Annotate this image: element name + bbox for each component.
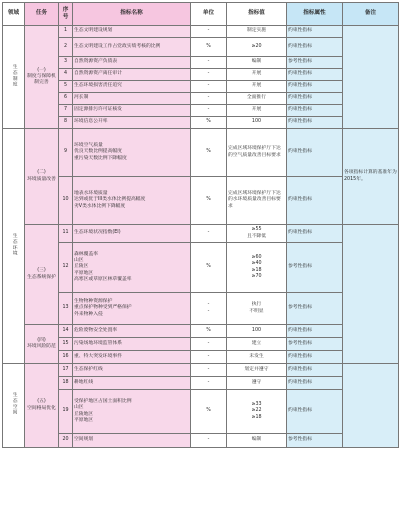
field-cell [3, 364, 25, 448]
unit-cell: - - [191, 293, 227, 325]
name-cell: 危险废物安全处置率 [73, 325, 191, 338]
header-no: 序号 [59, 3, 73, 26]
table-row [3, 69, 399, 81]
name-cell: 地表水环境质量 达到或优于III类水体比例提高幅度 劣V类水体比例下降幅度 [73, 177, 191, 225]
no-cell: 4 [59, 69, 73, 81]
unit-cell: - [191, 364, 227, 377]
name-cell: 污染场地环境监管体系 [73, 338, 191, 351]
unit-cell: % [191, 243, 227, 293]
indicator-table [2, 2, 399, 448]
name-cell: 空间规划 [73, 434, 191, 448]
header-field: 领域 [3, 3, 25, 26]
name-cell: 耕地红线 [73, 377, 191, 390]
name-cell: 生态文明建设规划 [73, 26, 191, 38]
unit-cell: - [191, 338, 227, 351]
no-cell: 17 [59, 364, 73, 377]
attr-cell: 约束性指标 [287, 177, 343, 225]
table-row [3, 377, 399, 390]
value-cell: 建立 [227, 338, 287, 351]
attr-cell: 约束性指标 [287, 105, 343, 117]
name-cell: 生态文明建设工作占党政实绩考核的比例 [73, 38, 191, 57]
unit-cell: % [191, 390, 227, 434]
task-cell: (五) 空间格局优化 [25, 364, 59, 448]
field-cell [3, 129, 25, 364]
no-cell: 10 [59, 177, 73, 225]
no-cell: 5 [59, 81, 73, 93]
no-cell: 6 [59, 93, 73, 105]
attr-cell: 约束性指标 [287, 69, 343, 81]
attr-cell: 约束性指标 [287, 225, 343, 243]
name-cell: 生态环境状况指数(EI) [73, 225, 191, 243]
no-cell: 14 [59, 325, 73, 338]
attr-cell: 约束性指标 [287, 38, 343, 57]
note-cell [343, 364, 399, 448]
no-cell: 15 [59, 338, 73, 351]
table-row [3, 351, 399, 364]
no-cell: 16 [59, 351, 73, 364]
attr-cell: 参考性指标 [287, 293, 343, 325]
value-cell: 编制 [227, 434, 287, 448]
value-cell: 制定实施 [227, 26, 287, 38]
name-cell: 环境信息公开率 [73, 117, 191, 129]
name-cell: 森林覆盖率 山区 丘陵区 平原地区 高寒区或草原区林草覆盖率 [73, 243, 191, 293]
name-cell: 生态环境损害责任追究 [73, 81, 191, 93]
attr-cell: 约束性指标 [287, 364, 343, 377]
no-cell: 1 [59, 26, 73, 38]
field-label: 生态制度 [11, 63, 17, 87]
attr-cell: 约束性指标 [287, 93, 343, 105]
value-cell: 100 [227, 117, 287, 129]
header-attr: 指标属性 [287, 3, 343, 26]
value-cell: ≥55 且不降低 [227, 225, 287, 243]
no-cell: 11 [59, 225, 73, 243]
unit-cell: % [191, 325, 227, 338]
value-cell: 编制 [227, 57, 287, 69]
name-cell: 自然资源资产负债表 [73, 57, 191, 69]
value-cell: 开展 [227, 69, 287, 81]
unit-cell: - [191, 69, 227, 81]
value-cell: 遵守 [227, 377, 287, 390]
name-cell: 生态保护红线 [73, 364, 191, 377]
table-row [3, 293, 399, 325]
value-cell: 开展 [227, 105, 287, 117]
field-label: 生态环境 [11, 232, 17, 256]
unit-cell: - [191, 434, 227, 448]
table-row [3, 105, 399, 117]
unit-cell: - [191, 57, 227, 69]
unit-cell: % [191, 129, 227, 177]
table-row [3, 325, 399, 338]
unit-cell: - [191, 105, 227, 117]
table-row [3, 38, 399, 57]
value-cell: 执行 不明显 [227, 293, 287, 325]
no-cell: 3 [59, 57, 73, 69]
unit-cell: - [191, 225, 227, 243]
no-cell: 20 [59, 434, 73, 448]
header-note: 备注 [343, 3, 399, 26]
value-cell: 100 [227, 325, 287, 338]
attr-cell: 约束性指标 [287, 325, 343, 338]
name-cell: 固定源排污许可证核发 [73, 105, 191, 117]
note-cell [343, 225, 399, 364]
name-cell: 河长制 [73, 93, 191, 105]
value-cell: ≥60 ≥40 ≥18 ≥70 [227, 243, 287, 293]
name-cell: 重、特大突发环境事件 [73, 351, 191, 364]
no-cell: 7 [59, 105, 73, 117]
task-cell: (四) 环境风险防范 [25, 325, 59, 364]
name-cell: 生物物种资源保护 重点保护物种受到严格保护 外来物种入侵 [73, 293, 191, 325]
name-cell: 环境空气质量 优良天数比例提高幅度 重污染天数比例下降幅度 [73, 129, 191, 177]
table-row [3, 338, 399, 351]
header-name: 指标名称 [73, 3, 191, 26]
table-row [3, 243, 399, 293]
no-cell: 9 [59, 129, 73, 177]
attr-cell: 参考性指标 [287, 338, 343, 351]
unit-cell: - [191, 351, 227, 364]
value-cell: 完成区域环境保护厅下达的水环境质量改善目标要求 [227, 177, 287, 225]
unit-cell: - [191, 81, 227, 93]
unit-cell: - [191, 26, 227, 38]
value-cell: ≥20 [227, 38, 287, 57]
attr-cell: 约束性指标 [287, 351, 343, 364]
table-row [3, 390, 399, 434]
header-task: 任务 [25, 3, 59, 26]
value-cell: 全面推行 [227, 93, 287, 105]
attr-cell: 约束性指标 [287, 117, 343, 129]
unit-cell: - [191, 93, 227, 105]
field-label: 生态空间 [11, 392, 17, 416]
name-cell: 受保护地区占国土面积比例 山区 丘陵地区 平原地区 [73, 390, 191, 434]
value-cell: 未发生 [227, 351, 287, 364]
unit-cell: % [191, 177, 227, 225]
table-row [3, 26, 399, 38]
field-cell [3, 26, 25, 129]
table-row [3, 177, 399, 225]
table-row [3, 117, 399, 129]
header-unit: 单位 [191, 3, 227, 26]
task-cell: (一) 制度与保障机制完善 [25, 26, 59, 129]
attr-cell: 约束性指标 [287, 377, 343, 390]
value-cell: 开展 [227, 81, 287, 93]
value-cell: ≥33 ≥22 ≥18 [227, 390, 287, 434]
unit-cell: % [191, 117, 227, 129]
table-row [3, 93, 399, 105]
attr-cell: 约束性指标 [287, 81, 343, 93]
attr-cell: 约束性指标 [287, 26, 343, 38]
table-row [3, 57, 399, 69]
note-cell: 各项指标计算的基准年为2015年。 [343, 129, 399, 225]
note-cell [343, 26, 399, 129]
attr-cell: 参考性指标 [287, 57, 343, 69]
task-cell: (二) 环境质量改善 [25, 129, 59, 225]
no-cell: 18 [59, 377, 73, 390]
no-cell: 19 [59, 390, 73, 434]
name-cell: 自然资源资产离任审计 [73, 69, 191, 81]
table-row [3, 129, 399, 177]
attr-cell: 参考性指标 [287, 434, 343, 448]
table-row [3, 225, 399, 243]
table-row [3, 434, 399, 448]
attr-cell: 参考性指标 [287, 243, 343, 293]
task-cell: (三) 生态系统保护 [25, 225, 59, 325]
attr-cell: 约束性指标 [287, 129, 343, 177]
attr-cell: 约束性指标 [287, 390, 343, 434]
unit-cell: - [191, 377, 227, 390]
table-row [3, 364, 399, 377]
table-row [3, 81, 399, 93]
no-cell: 12 [59, 243, 73, 293]
no-cell: 13 [59, 293, 73, 325]
header-row [3, 3, 399, 26]
value-cell: 完成区域环境保护厅下达的空气质量改善目标要求 [227, 129, 287, 177]
no-cell: 8 [59, 117, 73, 129]
no-cell: 2 [59, 38, 73, 57]
value-cell: 划定并遵守 [227, 364, 287, 377]
header-value: 指标值 [227, 3, 287, 26]
unit-cell: % [191, 38, 227, 57]
